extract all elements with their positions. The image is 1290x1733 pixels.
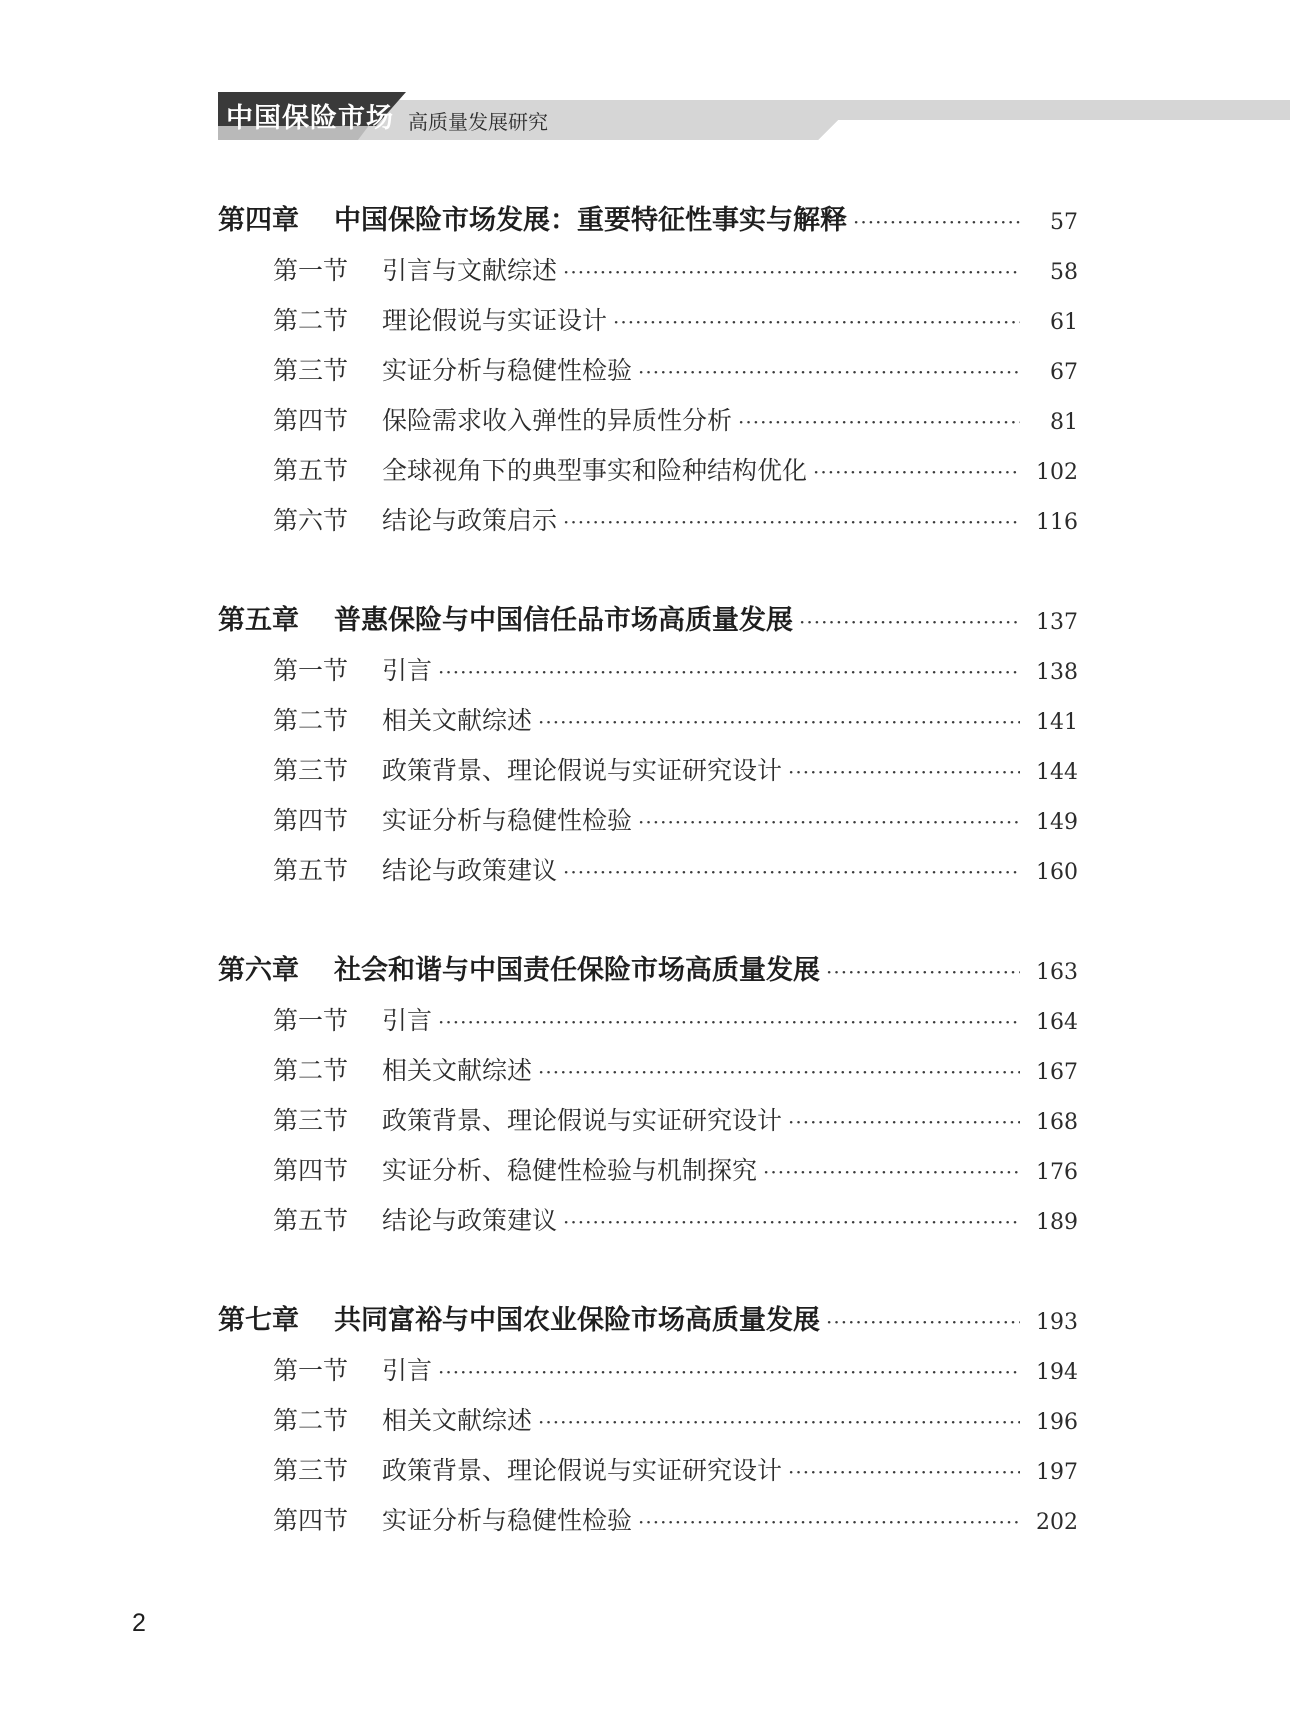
section-number: 第五节 (273, 1206, 349, 1235)
leader-dots (438, 647, 1020, 697)
page-number: 194 (1036, 1360, 1078, 1385)
page-number: 102 (1036, 460, 1078, 485)
page-number: 163 (1036, 960, 1078, 985)
chapter-entry[interactable] (218, 946, 1078, 996)
chapter-entry[interactable] (218, 596, 1078, 646)
page-number: 160 (1036, 860, 1078, 885)
leader-dots (538, 1397, 1020, 1447)
page-number: 167 (1036, 1060, 1078, 1085)
page-number: 149 (1036, 810, 1078, 835)
page-number: 67 (1050, 360, 1078, 385)
leader-dots (563, 847, 1020, 897)
page-number: 141 (1036, 710, 1078, 735)
leader-dots (563, 247, 1020, 297)
leader-dots (563, 497, 1020, 547)
page-number: 116 (1036, 510, 1078, 535)
leader-dots (613, 297, 1020, 347)
leader-dots (788, 1097, 1020, 1147)
section-number: 第三节 (273, 756, 349, 785)
page-number: 144 (1036, 760, 1078, 785)
page-number: 193 (1036, 1310, 1078, 1335)
toc-chapter (218, 596, 1078, 896)
section-title: 政策背景、理论假说与实证研究设计 (382, 1106, 783, 1135)
page-number: 196 (1036, 1410, 1078, 1435)
section-title: 结论与政策建议 (382, 1206, 558, 1235)
section-title: 引言 (382, 656, 433, 685)
section-title: 全球视角下的典型事实和险种结构优化 (382, 456, 808, 485)
section-title: 相关文献综述 (382, 706, 533, 735)
chapter-entry[interactable] (218, 196, 1078, 246)
section-number: 第四节 (273, 1506, 349, 1535)
section-number: 第六节 (273, 506, 349, 535)
page-number: 138 (1036, 660, 1078, 685)
section-entry[interactable] (218, 1346, 1078, 1396)
section-entry[interactable] (218, 696, 1078, 746)
leader-dots (788, 1447, 1020, 1497)
leader-dots (826, 947, 1020, 997)
leader-dots (853, 197, 1020, 247)
section-number: 第二节 (273, 306, 349, 335)
section-entry[interactable] (218, 1446, 1078, 1496)
section-number: 第二节 (273, 1406, 349, 1435)
chapter-title: 中国保险市场发展：重要特征性事实与解释 (334, 205, 847, 236)
series-title: 中国保险市场 (226, 103, 394, 134)
leader-dots (438, 997, 1020, 1047)
chapter-title: 共同富裕与中国农业保险市场高质量发展 (334, 1305, 820, 1336)
section-title: 实证分析、稳健性检验与机制探究 (382, 1156, 758, 1185)
chapter-title: 社会和谐与中国责任保险市场高质量发展 (334, 955, 820, 986)
page-number: 168 (1036, 1110, 1078, 1135)
page-number: 176 (1036, 1160, 1078, 1185)
section-number: 第五节 (273, 456, 349, 485)
leader-dots (738, 397, 1020, 447)
section-number: 第二节 (273, 1056, 349, 1085)
section-entry[interactable] (218, 1146, 1078, 1196)
toc-chapter (218, 946, 1078, 1246)
page-number: 58 (1050, 260, 1078, 285)
section-number: 第一节 (273, 656, 349, 685)
section-title: 引言与文献综述 (382, 256, 558, 285)
folio-page-number: 2 (132, 1609, 146, 1637)
table-of-contents (218, 196, 1078, 1596)
toc-chapter (218, 196, 1078, 546)
section-title: 政策背景、理论假说与实证研究设计 (382, 756, 783, 785)
section-number: 第二节 (273, 706, 349, 735)
leader-dots (638, 347, 1020, 397)
section-entry[interactable] (218, 396, 1078, 446)
chapter-entry[interactable] (218, 1296, 1078, 1346)
chapter-number: 第五章 (218, 605, 299, 636)
section-title: 政策背景、理论假说与实证研究设计 (382, 1456, 783, 1485)
chapter-title: 普惠保险与中国信任品市场高质量发展 (334, 605, 793, 636)
section-title: 保险需求收入弹性的异质性分析 (382, 406, 733, 435)
page-number: 189 (1036, 1210, 1078, 1235)
section-number: 第四节 (273, 1156, 349, 1185)
book-subtitle: 高质量发展研究 (408, 110, 548, 134)
section-title: 引言 (382, 1356, 433, 1385)
running-header (218, 92, 1290, 140)
section-entry[interactable] (218, 496, 1078, 546)
page-number: 164 (1036, 1010, 1078, 1035)
section-entry[interactable] (218, 796, 1078, 846)
section-entry[interactable] (218, 846, 1078, 896)
section-title: 相关文献综述 (382, 1406, 533, 1435)
section-entry[interactable] (218, 746, 1078, 796)
section-title: 结论与政策建议 (382, 856, 558, 885)
page-number: 57 (1050, 210, 1078, 235)
section-title: 引言 (382, 1006, 433, 1035)
page-number: 61 (1050, 310, 1078, 335)
page-number: 197 (1036, 1460, 1078, 1485)
section-title: 理论假说与实证设计 (382, 306, 608, 335)
section-entry[interactable] (218, 296, 1078, 346)
section-number: 第四节 (273, 806, 349, 835)
section-entry[interactable] (218, 246, 1078, 296)
leader-dots (788, 747, 1020, 797)
leader-dots (799, 597, 1020, 647)
leader-dots (826, 1297, 1020, 1347)
toc-chapter (218, 1296, 1078, 1546)
page-number: 81 (1050, 410, 1078, 435)
section-entry[interactable] (218, 346, 1078, 396)
section-title: 结论与政策启示 (382, 506, 558, 535)
section-entry[interactable] (218, 996, 1078, 1046)
section-number: 第一节 (273, 1006, 349, 1035)
section-entry[interactable] (218, 1196, 1078, 1246)
section-title: 实证分析与稳健性检验 (382, 806, 633, 835)
leader-dots (563, 1197, 1020, 1247)
chapter-number: 第七章 (218, 1305, 299, 1336)
section-title: 相关文献综述 (382, 1056, 533, 1085)
section-entry[interactable] (218, 1396, 1078, 1446)
section-number: 第四节 (273, 406, 349, 435)
section-entry[interactable] (218, 1496, 1078, 1546)
section-number: 第三节 (273, 356, 349, 385)
section-number: 第三节 (273, 1456, 349, 1485)
leader-dots (763, 1147, 1020, 1197)
chapter-number: 第六章 (218, 955, 299, 986)
section-title: 实证分析与稳健性检验 (382, 356, 633, 385)
page-number: 137 (1036, 610, 1078, 635)
page-number: 202 (1036, 1510, 1078, 1535)
section-entry[interactable] (218, 1096, 1078, 1146)
section-entry[interactable] (218, 446, 1078, 496)
leader-dots (813, 447, 1020, 497)
section-number: 第一节 (273, 1356, 349, 1385)
leader-dots (438, 1347, 1020, 1397)
chapter-number: 第四章 (218, 205, 299, 236)
section-title: 实证分析与稳健性检验 (382, 1506, 633, 1535)
leader-dots (638, 797, 1020, 847)
section-entry[interactable] (218, 646, 1078, 696)
section-entry[interactable] (218, 1046, 1078, 1096)
leader-dots (538, 1047, 1020, 1097)
leader-dots (538, 697, 1020, 747)
section-number: 第三节 (273, 1106, 349, 1135)
leader-dots (638, 1497, 1020, 1547)
section-number: 第五节 (273, 856, 349, 885)
section-number: 第一节 (273, 256, 349, 285)
